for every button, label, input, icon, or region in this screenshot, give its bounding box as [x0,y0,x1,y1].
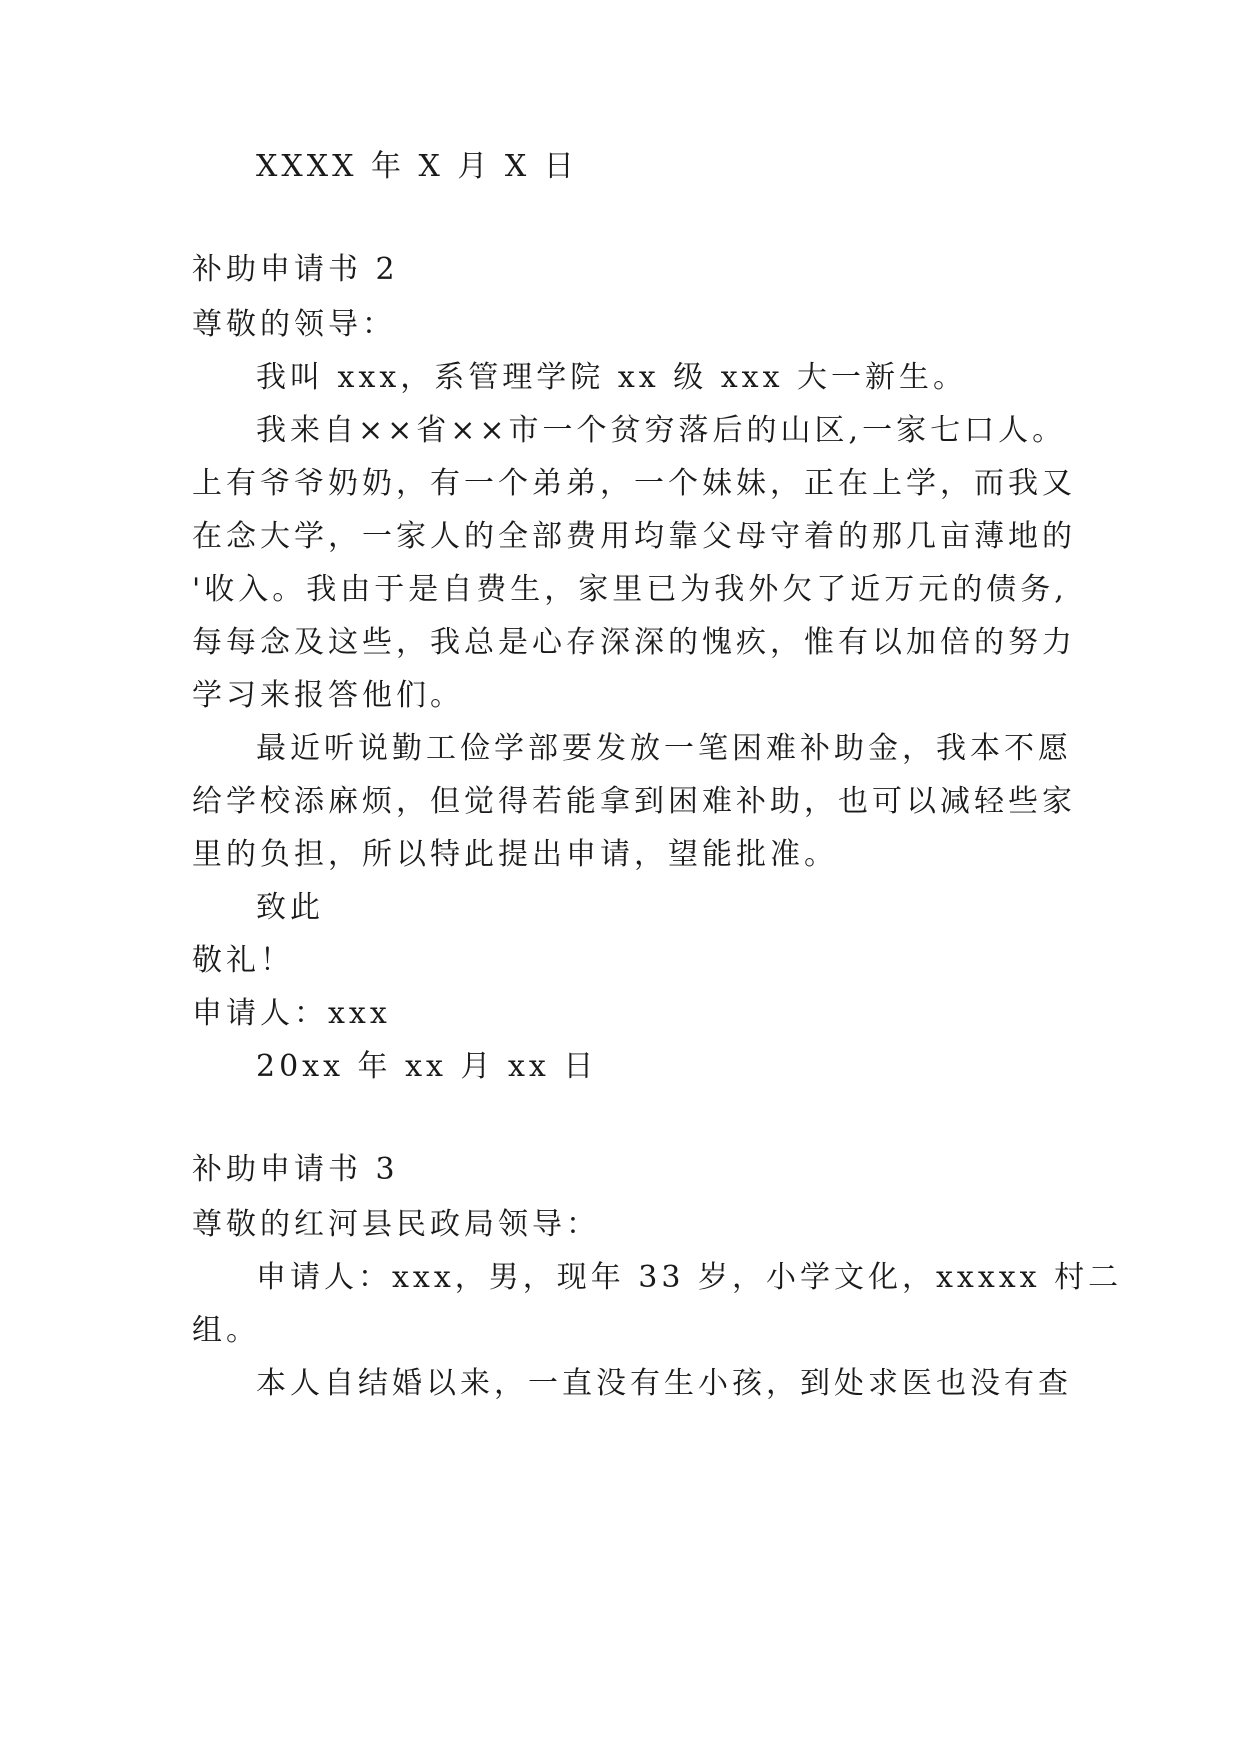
previous-letter-date: XXXX 年 X 月 X 日 [256,149,578,184]
applicant-line: 申请人：xxx [192,996,391,1031]
paragraph-line: 最近听说勤工俭学部要发放一笔困难补助金，我本不愿 [256,731,1072,766]
paragraph-line: 每每念及这些，我总是心存深深的愧疚，惟有以加倍的努力 [192,625,1076,660]
salutation: 尊敬的红河县民政局领导： [192,1207,600,1242]
paragraph-line: 本人自结婚以来，一直没有生小孩，到处求医也没有查 [256,1366,1072,1401]
salutation: 尊敬的领导： [192,307,396,342]
paragraph-line: 申请人：xxx，男，现年 33 岁，小学文化，xxxxx 村二 [256,1260,1123,1295]
paragraph-line: 在念大学，一家人的全部费用均靠父母守着的那几亩薄地的 [192,519,1076,554]
section-title: 补助申请书 3 [192,1152,399,1187]
section-title: 补助申请书 2 [192,252,399,287]
paragraph-line: 给学校添麻烦，但觉得若能拿到困难补助，也可以减轻些家 [192,784,1076,819]
paragraph-line: 我来自××省××市一个贫穷落后的山区,一家七口人。 [256,413,1067,448]
closing-greeting: 敬礼！ [192,943,294,978]
letter-date: 20xx 年 xx 月 xx 日 [256,1049,598,1084]
paragraph-line: 学习来报答他们。 [192,678,464,713]
paragraph-line: 上有爷爷奶奶，有一个弟弟，一个妹妹，正在上学，而我又 [192,466,1076,501]
closing-line: 致此 [256,890,324,925]
paragraph-line: 里的负担，所以特此提出申请，望能批准。 [192,837,838,872]
paragraph-line: 我叫 xxx，系管理学院 xx 级 xxx 大一新生。 [256,360,968,395]
paragraph-line: 组。 [192,1313,260,1348]
paragraph-line: '收入。我由于是自费生，家里已为我外欠了近万元的债务, [192,572,1068,607]
